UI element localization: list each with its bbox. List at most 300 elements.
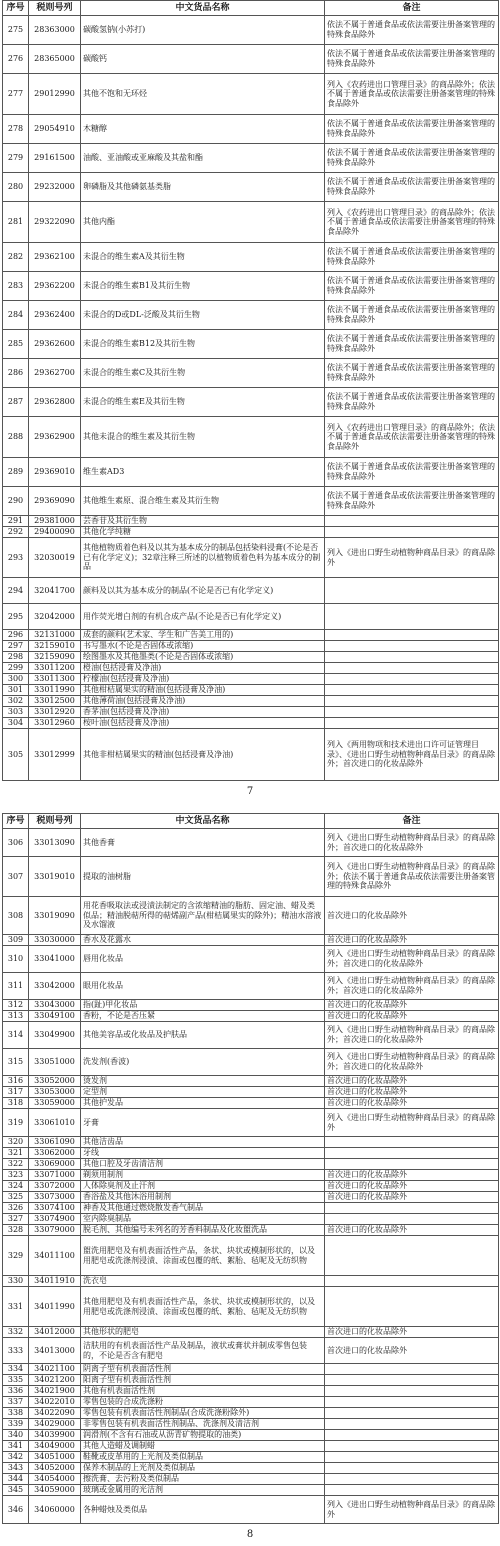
- cell-remarks: [325, 1148, 499, 1159]
- goods-table: [2, 0, 499, 781]
- cell-goods-name: 成套的颜料(艺术家、学生和广告美工用的): [81, 630, 325, 641]
- cell-remarks: 列入《进出口野生动植物种商品目录》的商品除外；依法不属于普通食品或依法需要注册备案管理的特殊食品除外: [325, 857, 499, 897]
- cell-index: 328: [3, 1225, 29, 1236]
- cell-goods-name: 未混合的维生素B1及其衍生物: [81, 272, 325, 301]
- cell-index: 292: [3, 527, 29, 538]
- cell-goods-name: 芸香苷及其衍生物: [81, 516, 325, 527]
- cell-tariff-code: 33059000: [29, 1098, 81, 1109]
- table-row: [3, 16, 499, 45]
- table-row: [3, 1011, 499, 1022]
- cell-remarks: [325, 718, 499, 729]
- cell-goods-name: 唇用化妆品: [81, 946, 325, 973]
- table-row: [3, 578, 499, 604]
- cell-remarks: 首次进口的化妆品除外: [325, 897, 499, 935]
- table-row: [3, 527, 499, 538]
- cell-goods-name: 香茅油(包括浸膏及净油): [81, 707, 325, 718]
- cell-remarks: [325, 674, 499, 685]
- cell-goods-name: 各种蜡烛及类似品: [81, 1496, 325, 1524]
- table-row: [3, 516, 499, 527]
- table-row: [3, 630, 499, 641]
- table-row: [3, 935, 499, 946]
- cell-remarks: [325, 1463, 499, 1474]
- table-row: [3, 729, 499, 781]
- table-row: [3, 1327, 499, 1338]
- table-row: [3, 707, 499, 718]
- cell-remarks: 列入《农药进出口管理目录》的商品除外；依法不属于普通食品或依法需要注册备案管理的特殊食品除外: [325, 417, 499, 458]
- cell-tariff-code: 29362700: [29, 359, 81, 388]
- cell-goods-name: 洁肤用的有机表面活性产品及制品，液状或膏状并制成零售包装的，不论是否含有肥皂: [81, 1338, 325, 1364]
- cell-index: 314: [3, 1022, 29, 1049]
- cell-goods-name: 眼用化妆品: [81, 973, 325, 1000]
- table-row: [3, 1076, 499, 1087]
- cell-remarks: 首次进口的化妆品除外: [325, 1098, 499, 1109]
- cell-index: 311: [3, 973, 29, 1000]
- cell-goods-name: 其他香膏: [81, 829, 325, 857]
- cell-tariff-code: 29054910: [29, 115, 81, 144]
- cell-remarks: 首次进口的化妆品除外: [325, 1192, 499, 1203]
- table-row: [3, 1192, 499, 1203]
- cell-remarks: [325, 630, 499, 641]
- cell-tariff-code: 33041000: [29, 946, 81, 973]
- cell-remarks: 列入《进出口野生动植物种商品目录》的商品除外；首次进口的化妆品除外: [325, 973, 499, 1000]
- cell-tariff-code: 33072000: [29, 1181, 81, 1192]
- cell-index: 338: [3, 1408, 29, 1419]
- cell-index: 305: [3, 729, 29, 781]
- cell-index: 318: [3, 1098, 29, 1109]
- cell-goods-name: 未混合的维生素E及其衍生物: [81, 388, 325, 417]
- cell-goods-name: 香水及花露水: [81, 935, 325, 946]
- table-row: [3, 1225, 499, 1236]
- table-row: [3, 1159, 499, 1170]
- cell-goods-name: 神香及其他通过燃烧散发香气制品: [81, 1203, 325, 1214]
- cell-index: 337: [3, 1397, 29, 1408]
- cell-remarks: 依法不属于普通食品或依法需要注册备案管理的特殊食品除外: [325, 45, 499, 74]
- cell-goods-name: 其他用肥皂及有机表面活性产品，条状、块状或模制形状的，以及用肥皂或洗涤剂浸渍、涂面或包覆的纸、絮胎、毡呢及无纺织物: [81, 1287, 325, 1327]
- cell-index: 340: [3, 1430, 29, 1441]
- cell-goods-name: 卵磷脂及其他磷氨基类脂: [81, 173, 325, 202]
- table-row: [3, 829, 499, 857]
- cell-index: 321: [3, 1148, 29, 1159]
- cell-index: 296: [3, 630, 29, 641]
- cell-goods-name: 未混合的D或DL-泛酸及其衍生物: [81, 301, 325, 330]
- table-row: [3, 144, 499, 173]
- cell-tariff-code: 34013000: [29, 1338, 81, 1364]
- cell-goods-name: 剃须用制剂: [81, 1170, 325, 1181]
- cell-goods-name: 未混合的维生素C及其衍生物: [81, 359, 325, 388]
- table-row: [3, 330, 499, 359]
- cell-tariff-code: 29012990: [29, 74, 81, 115]
- cell-remarks: [325, 663, 499, 674]
- cell-tariff-code: 33011990: [29, 685, 81, 696]
- cell-index: 342: [3, 1452, 29, 1463]
- cell-remarks: [325, 1364, 499, 1375]
- cell-index: 320: [3, 1137, 29, 1148]
- cell-remarks: 列入《进出口野生动植物种商品目录》的商品除外: [325, 1109, 499, 1137]
- table-row: [3, 301, 499, 330]
- cell-index: 301: [3, 685, 29, 696]
- cell-tariff-code: 33043000: [29, 1000, 81, 1011]
- cell-goods-name: 鞋靴或皮革用的上光剂及类似制品: [81, 1452, 325, 1463]
- page-number: 8: [246, 1529, 254, 1540]
- cell-remarks: 依法不属于普通食品或依法需要注册备案管理的特殊食品除外: [325, 330, 499, 359]
- cell-tariff-code: 33049900: [29, 1022, 81, 1049]
- table-row: [3, 1236, 499, 1276]
- cell-tariff-code: 34049000: [29, 1441, 81, 1452]
- header-tariff-code: 税则号列: [29, 1, 81, 16]
- cell-remarks: [325, 1408, 499, 1419]
- cell-index: 341: [3, 1441, 29, 1452]
- cell-index: 298: [3, 652, 29, 663]
- cell-goods-name: 保养木制品的上光剂及类似制品: [81, 1463, 325, 1474]
- cell-tariff-code: 32041700: [29, 578, 81, 604]
- cell-remarks: 首次进口的化妆品除外: [325, 1000, 499, 1011]
- cell-index: 288: [3, 417, 29, 458]
- cell-tariff-code: 33061010: [29, 1109, 81, 1137]
- cell-remarks: 首次进口的化妆品除外: [325, 1338, 499, 1364]
- cell-remarks: 首次进口的化妆品除外: [325, 1087, 499, 1098]
- cell-index: 334: [3, 1364, 29, 1375]
- cell-remarks: 依法不属于普通食品或依法需要注册备案管理的特殊食品除外: [325, 458, 499, 487]
- cell-goods-name: 提取的油树脂: [81, 857, 325, 897]
- cell-goods-name: 维生素AD3: [81, 458, 325, 487]
- cell-remarks: 依法不属于普通食品或依法需要注册备案管理的特殊食品除外: [325, 243, 499, 272]
- cell-goods-name: 其他维生素原、混合维生素及其衍生物: [81, 487, 325, 516]
- cell-tariff-code: 33049100: [29, 1011, 81, 1022]
- cell-remarks: 首次进口的化妆品除外: [325, 1170, 499, 1181]
- cell-goods-name: 木糖醇: [81, 115, 325, 144]
- cell-remarks: [325, 652, 499, 663]
- cell-remarks: 依法不属于普通食品或依法需要注册备案管理的特殊食品除外: [325, 359, 499, 388]
- cell-tariff-code: 34011100: [29, 1236, 81, 1276]
- cell-tariff-code: 33042000: [29, 973, 81, 1000]
- cell-goods-name: 指(趾)甲化妆品: [81, 1000, 325, 1011]
- cell-tariff-code: 34012000: [29, 1327, 81, 1338]
- cell-index: 293: [3, 538, 29, 578]
- cell-remarks: [325, 578, 499, 604]
- table-row: [3, 1364, 499, 1375]
- cell-remarks: 列入《进出口野生动植物种商品目录》的商品除外；首次进口的化妆品除外: [325, 1049, 499, 1076]
- cell-goods-name: 未混合的维生素A及其衍生物: [81, 243, 325, 272]
- cell-goods-name: 其他化学纯糖: [81, 527, 325, 538]
- cell-index: 326: [3, 1203, 29, 1214]
- cell-index: 286: [3, 359, 29, 388]
- goods-table: [2, 813, 499, 1524]
- table-row: [3, 173, 499, 202]
- cell-goods-name: 润滑剂(不含有石油或从沥青矿物提取的油类): [81, 1430, 325, 1441]
- cell-goods-name: 香浴盐及其他沐浴用制剂: [81, 1192, 325, 1203]
- table-row: [3, 1496, 499, 1524]
- cell-remarks: 列入《进出口野生动植物种商品目录》的商品除外；首次进口的化妆品除外: [325, 829, 499, 857]
- cell-goods-name: 零售包装的合成洗涤粉: [81, 1397, 325, 1408]
- cell-remarks: 首次进口的化妆品除外: [325, 1327, 499, 1338]
- cell-tariff-code: 33019010: [29, 857, 81, 897]
- cell-remarks: 首次进口的化妆品除外: [325, 1225, 499, 1236]
- table-row: [3, 663, 499, 674]
- cell-tariff-code: 33011300: [29, 674, 81, 685]
- table-row: [3, 115, 499, 144]
- cell-tariff-code: 29369010: [29, 458, 81, 487]
- cell-goods-name: 其他人造蜡及调制蜡: [81, 1441, 325, 1452]
- table-row: [3, 1148, 499, 1159]
- cell-index: 284: [3, 301, 29, 330]
- cell-remarks: 列入《进出口野生动植物种商品目录》的商品除外；首次进口的化妆品除外: [325, 1022, 499, 1049]
- cell-remarks: 依法不属于普通食品或依法需要注册备案管理的特殊食品除外: [325, 272, 499, 301]
- cell-tariff-code: 29362900: [29, 417, 81, 458]
- table-row: [3, 1419, 499, 1430]
- cell-tariff-code: 33011200: [29, 663, 81, 674]
- table-row: [3, 487, 499, 516]
- cell-goods-name: 其他非柑桔属果实的精油(包括浸膏及净油): [81, 729, 325, 781]
- cell-goods-name: 柠檬油(包括浸膏及净油): [81, 674, 325, 685]
- table-row: [3, 1408, 499, 1419]
- cell-goods-name: 牙膏: [81, 1109, 325, 1137]
- cell-index: 330: [3, 1276, 29, 1287]
- table-row: [3, 1287, 499, 1327]
- cell-remarks: 依法不属于普通食品或依法需要注册备案管理的特殊食品除外: [325, 301, 499, 330]
- cell-tariff-code: 33074900: [29, 1214, 81, 1225]
- cell-index: 289: [3, 458, 29, 487]
- cell-index: 302: [3, 696, 29, 707]
- cell-index: 281: [3, 202, 29, 243]
- cell-remarks: [325, 1386, 499, 1397]
- cell-goods-name: 其他有机表面活性剂: [81, 1386, 325, 1397]
- cell-goods-name: 其他内酯: [81, 202, 325, 243]
- cell-index: 327: [3, 1214, 29, 1225]
- cell-tariff-code: 29362400: [29, 301, 81, 330]
- cell-tariff-code: 33052000: [29, 1076, 81, 1087]
- table-row: [3, 1203, 499, 1214]
- cell-index: 310: [3, 946, 29, 973]
- cell-index: 331: [3, 1287, 29, 1327]
- cell-tariff-code: 34039900: [29, 1430, 81, 1441]
- cell-index: 322: [3, 1159, 29, 1170]
- cell-goods-name: 盥洗用肥皂及有机表面活性产品，条状、块状或模制形状的，以及用肥皂或洗涤剂浸渍、涂面或包覆的纸、絮胎、毡呢及无纺织物: [81, 1236, 325, 1276]
- table-row: [3, 718, 499, 729]
- cell-tariff-code: 29381000: [29, 516, 81, 527]
- cell-index: 291: [3, 516, 29, 527]
- cell-index: 309: [3, 935, 29, 946]
- cell-index: 304: [3, 718, 29, 729]
- cell-goods-name: 阳离子型有机表面活性剂: [81, 1375, 325, 1386]
- cell-tariff-code: 34011990: [29, 1287, 81, 1327]
- header-remarks: 备注: [325, 814, 499, 829]
- table-row: [3, 1049, 499, 1076]
- cell-index: 290: [3, 487, 29, 516]
- cell-remarks: [325, 1419, 499, 1430]
- table-row: [3, 1109, 499, 1137]
- table-row: [3, 1087, 499, 1098]
- table-row: [3, 243, 499, 272]
- table-row: [3, 1338, 499, 1364]
- header-tariff-code: 税则号列: [29, 814, 81, 829]
- cell-tariff-code: 33074100: [29, 1203, 81, 1214]
- cell-index: 319: [3, 1109, 29, 1137]
- header-goods-name: 中文货品名称: [81, 814, 325, 829]
- cell-goods-name: 其他形状的肥皂: [81, 1327, 325, 1338]
- cell-remarks: 列入《农药进出口管理目录》的商品除外；依法不属于普通食品或依法需要注册备案管理的特殊食品除外: [325, 202, 499, 243]
- cell-goods-name: 橙油(包括浸膏及净油): [81, 663, 325, 674]
- cell-index: 313: [3, 1011, 29, 1022]
- table-row: [3, 1386, 499, 1397]
- cell-index: 283: [3, 272, 29, 301]
- cell-goods-name: 定型剂: [81, 1087, 325, 1098]
- cell-goods-name: 非零售包装有机表面活性剂制品、洗涤剂及清洁剂: [81, 1419, 325, 1430]
- cell-tariff-code: 34021100: [29, 1364, 81, 1375]
- header-index: 序号: [3, 814, 29, 829]
- cell-tariff-code: 29362800: [29, 388, 81, 417]
- table-row: [3, 604, 499, 630]
- cell-tariff-code: 32030019: [29, 538, 81, 578]
- cell-goods-name: 桉叶油(包括浸膏及净油): [81, 718, 325, 729]
- cell-index: 343: [3, 1463, 29, 1474]
- table-row: [3, 458, 499, 487]
- cell-index: 335: [3, 1375, 29, 1386]
- table-row: [3, 202, 499, 243]
- cell-index: 307: [3, 857, 29, 897]
- table-row: [3, 857, 499, 897]
- cell-tariff-code: 33071000: [29, 1170, 81, 1181]
- cell-tariff-code: 29362100: [29, 243, 81, 272]
- table-row: [3, 897, 499, 935]
- cell-remarks: 依法不属于普通食品或依法需要注册备案管理的特殊食品除外: [325, 115, 499, 144]
- cell-tariff-code: 29400090: [29, 527, 81, 538]
- cell-remarks: [325, 685, 499, 696]
- cell-tariff-code: 29161500: [29, 144, 81, 173]
- cell-goods-name: 用花香吸取法或浸渍法制定的含浓缩精油的脂肪、固定油、蜡及类似品；精油脱萜所得的萜烯副产品(柑桔属果实的除外)；精油水溶液及水馏液: [81, 897, 325, 935]
- cell-tariff-code: 33012960: [29, 718, 81, 729]
- cell-goods-name: 其他护发品: [81, 1098, 325, 1109]
- cell-tariff-code: 32159010: [29, 641, 81, 652]
- cell-goods-name: 绘图墨水及其他墨类(不论是否固体或浓缩): [81, 652, 325, 663]
- table-row: [3, 1137, 499, 1148]
- cell-index: 279: [3, 144, 29, 173]
- cell-goods-name: 书写墨水(不论是否固体或浓缩): [81, 641, 325, 652]
- cell-remarks: [325, 1236, 499, 1276]
- header-index: 序号: [3, 1, 29, 16]
- cell-remarks: [325, 1441, 499, 1452]
- cell-goods-name: 未混合的维生素B12及其衍生物: [81, 330, 325, 359]
- cell-index: 275: [3, 16, 29, 45]
- cell-goods-name: 其他柑桔属果实的精油(包括浸膏及净油): [81, 685, 325, 696]
- cell-goods-name: 脱毛剂、其他编号未列名的芳香料制品及化妆盥洗品: [81, 1225, 325, 1236]
- table-row: [3, 1463, 499, 1474]
- cell-goods-name: 人体除臭剂及止汗剂: [81, 1181, 325, 1192]
- cell-tariff-code: 34021900: [29, 1386, 81, 1397]
- cell-index: 295: [3, 604, 29, 630]
- table-header-row: [3, 1, 499, 16]
- table-row: [3, 1098, 499, 1109]
- cell-index: 346: [3, 1496, 29, 1524]
- cell-remarks: [325, 1137, 499, 1148]
- cell-tariff-code: 33069000: [29, 1159, 81, 1170]
- table-row: [3, 1430, 499, 1441]
- table-row: [3, 1022, 499, 1049]
- table-row: [3, 417, 499, 458]
- cell-goods-name: 烫发剂: [81, 1076, 325, 1087]
- cell-index: 325: [3, 1192, 29, 1203]
- cell-remarks: 首次进口的化妆品除外: [325, 935, 499, 946]
- table-row: [3, 388, 499, 417]
- cell-goods-name: 零售包装有机表面活性剂制品(合成洗涤粉除外): [81, 1408, 325, 1419]
- cell-goods-name: 香粉，不论是否压紧: [81, 1011, 325, 1022]
- table-row: [3, 1441, 499, 1452]
- cell-remarks: 依法不属于普通食品或依法需要注册备案管理的特殊食品除外: [325, 16, 499, 45]
- cell-tariff-code: 28365000: [29, 45, 81, 74]
- cell-remarks: [325, 1485, 499, 1496]
- cell-index: 336: [3, 1386, 29, 1397]
- table-row: [3, 1276, 499, 1287]
- cell-remarks: [325, 1452, 499, 1463]
- cell-goods-name: 洗衣皂: [81, 1276, 325, 1287]
- table-row: [3, 685, 499, 696]
- cell-remarks: 依法不属于普通食品或依法需要注册备案管理的特殊食品除外: [325, 144, 499, 173]
- cell-remarks: 首次进口的化妆品除外: [325, 1076, 499, 1087]
- cell-index: 332: [3, 1327, 29, 1338]
- cell-goods-name: 用作荧光增白剂的有机合成产品(不论是否已有化学定义): [81, 604, 325, 630]
- table-row: [3, 641, 499, 652]
- cell-tariff-code: 33053000: [29, 1087, 81, 1098]
- cell-goods-name: 油酸、亚油酸或亚麻酸及其盐和酯: [81, 144, 325, 173]
- cell-index: 308: [3, 897, 29, 935]
- cell-index: 344: [3, 1474, 29, 1485]
- cell-remarks: [325, 604, 499, 630]
- table-row: [3, 1181, 499, 1192]
- cell-index: 324: [3, 1181, 29, 1192]
- cell-tariff-code: 33012500: [29, 696, 81, 707]
- cell-goods-name: 其他薄荷油(包括浸膏及净油): [81, 696, 325, 707]
- cell-index: 287: [3, 388, 29, 417]
- cell-goods-name: 洗发剂(香波): [81, 1049, 325, 1076]
- cell-index: 299: [3, 663, 29, 674]
- cell-goods-name: 其他不饱和无环烃: [81, 74, 325, 115]
- cell-tariff-code: 34052000: [29, 1463, 81, 1474]
- cell-remarks: 依法不属于普通食品或依法需要注册备案管理的特殊食品除外: [325, 173, 499, 202]
- cell-goods-name: 牙线: [81, 1148, 325, 1159]
- cell-remarks: 首次进口的化妆品除外: [325, 1011, 499, 1022]
- cell-remarks: 列入《进出口野生动植物种商品目录》的商品除外: [325, 538, 499, 578]
- cell-index: 317: [3, 1087, 29, 1098]
- cell-tariff-code: 33073000: [29, 1192, 81, 1203]
- cell-tariff-code: 34051000: [29, 1452, 81, 1463]
- table-row: [3, 538, 499, 578]
- cell-tariff-code: 34059000: [29, 1485, 81, 1496]
- cell-goods-name: 碳酸氢钠(小苏打): [81, 16, 325, 45]
- table-row: [3, 696, 499, 707]
- cell-remarks: [325, 516, 499, 527]
- table-row: [3, 652, 499, 663]
- table-row: [3, 45, 499, 74]
- cell-remarks: 依法不属于普通食品或依法需要注册备案管理的特殊食品除外: [325, 487, 499, 516]
- cell-goods-name: 室内除臭制品: [81, 1214, 325, 1225]
- header-goods-name: 中文货品名称: [81, 1, 325, 16]
- cell-tariff-code: 29369090: [29, 487, 81, 516]
- cell-index: 323: [3, 1170, 29, 1181]
- cell-remarks: [325, 696, 499, 707]
- table-row: [3, 1485, 499, 1496]
- cell-remarks: [325, 1203, 499, 1214]
- cell-tariff-code: 34022090: [29, 1408, 81, 1419]
- page-gap: [0, 803, 500, 813]
- cell-index: 300: [3, 674, 29, 685]
- cell-remarks: 列入《农药进出口管理目录》的商品除外；依法不属于普通食品或依法需要注册备案管理的特殊食品除外: [325, 74, 499, 115]
- cell-index: 312: [3, 1000, 29, 1011]
- header-remarks: 备注: [325, 1, 499, 16]
- cell-tariff-code: 34021200: [29, 1375, 81, 1386]
- cell-goods-name: 其他口腔及牙齿清洁剂: [81, 1159, 325, 1170]
- cell-index: 339: [3, 1419, 29, 1430]
- cell-index: 294: [3, 578, 29, 604]
- cell-index: 345: [3, 1485, 29, 1496]
